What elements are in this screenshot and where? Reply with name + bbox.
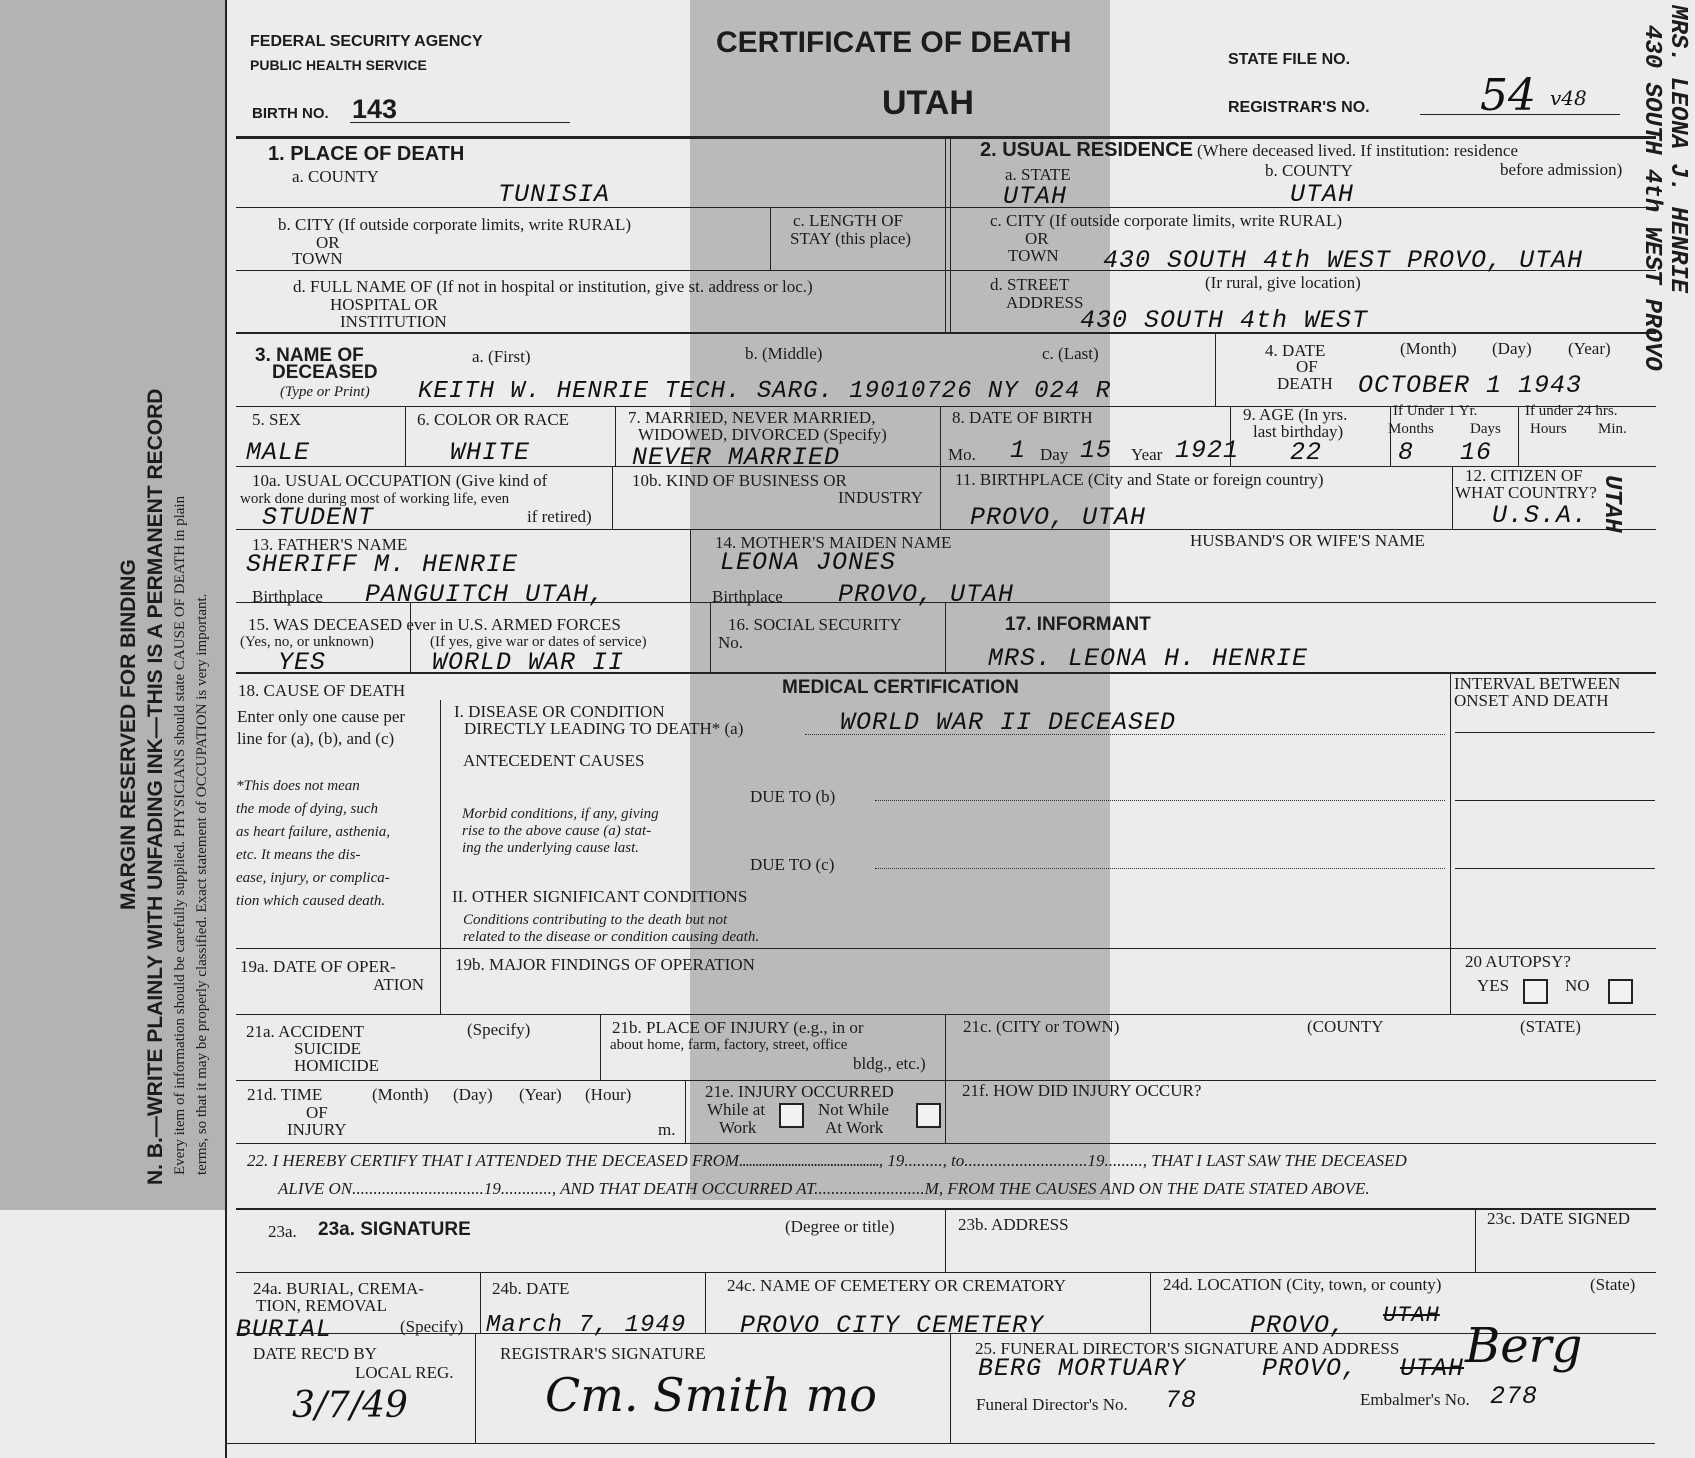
- sex-label: 5. SEX: [252, 410, 302, 429]
- autopsy-yes-label: YES: [1477, 976, 1510, 995]
- dob-day-label: Day: [1040, 445, 1069, 464]
- birthplace-label: 11. BIRTHPLACE (City and State or foreign country): [955, 470, 1324, 489]
- injury-a3: HOMICIDE: [294, 1056, 379, 1075]
- res-street: 430 SOUTH 4th WEST: [1080, 306, 1369, 335]
- spouse-label: HUSBAND'S OR WIFE'S NAME: [1190, 531, 1425, 550]
- cemetery: PROVO CITY CEMETERY: [740, 1311, 1045, 1340]
- ssn-label2: No.: [718, 633, 744, 652]
- divider: [770, 207, 771, 270]
- other-note1: Conditions contributing to the death but not: [463, 912, 728, 928]
- certify-1b: , 19: [878, 1151, 905, 1170]
- other-note2: related to the disease or condition causing death.: [463, 929, 760, 945]
- name-label2: DECEASED: [272, 362, 378, 383]
- stay-label2: STAY (this place): [790, 229, 912, 248]
- morbid-note: [462, 806, 659, 857]
- burial-label1: 24a. BURIAL, CREMA-: [253, 1279, 424, 1298]
- divider: [1475, 1208, 1476, 1272]
- certify-1a: 22. I HEREBY CERTIFY THAT I ATTENDED THE DECEASED FROM: [247, 1151, 740, 1170]
- dob-month: 1: [1010, 436, 1027, 465]
- divider: [950, 1333, 951, 1443]
- divider: [1150, 1272, 1151, 1333]
- dob-label: 8. DATE OF BIRTH: [952, 408, 1093, 427]
- cause-note-line: ease, injury, or complica-: [236, 870, 390, 886]
- dod-label2: OF: [1296, 357, 1318, 376]
- armed-label3: (If yes, give war or dates of service): [430, 634, 647, 650]
- registrar-mark: v48: [1550, 86, 1587, 110]
- cause-note: [236, 775, 441, 913]
- interval-b-line: [1455, 800, 1655, 801]
- min-label: Min.: [1598, 421, 1627, 437]
- dod-label1: 4. DATE: [1265, 341, 1326, 360]
- embalmer-no: 278: [1490, 1382, 1539, 1411]
- days-label: Days: [1470, 421, 1501, 437]
- name-label3: (Type or Print): [280, 384, 370, 400]
- certify-1c: , to: [942, 1151, 965, 1170]
- place-county: TUNISIA: [498, 180, 611, 209]
- certify-1d: 19: [1087, 1151, 1105, 1170]
- side-line2: 430 SOUTH 4th WEST PROVO: [1638, 25, 1665, 371]
- sex: MALE: [246, 438, 311, 467]
- marital-label2: WIDOWED, DIVORCED (Specify): [638, 425, 887, 444]
- cause-note-line: etc. It means the dis-: [236, 847, 361, 863]
- divider: [615, 406, 616, 466]
- injury-a1: 21a. ACCIDENT: [246, 1022, 365, 1041]
- rule: [236, 207, 1656, 208]
- divider: [600, 1014, 601, 1080]
- interval-label1: INTERVAL BETWEEN: [1454, 674, 1621, 693]
- rec-date: 3/7/49: [292, 1385, 408, 1426]
- armed-label2: (Yes, no, or unknown): [240, 634, 374, 650]
- divider: [1518, 406, 1519, 466]
- injury-county-label: (COUNTY: [1307, 1017, 1384, 1036]
- registrar-no: 54: [1480, 70, 1536, 121]
- burial-specify: (Specify): [400, 1317, 464, 1336]
- dob-year-label: Year: [1131, 445, 1163, 464]
- injury-city-label: 21c. (CITY or TOWN): [963, 1017, 1120, 1036]
- divider: [1450, 948, 1451, 1014]
- occ-label1: 10a. USUAL OCCUPATION (Give kind of: [252, 471, 548, 490]
- mother-bp-label: Birthplace: [712, 587, 783, 606]
- signature-degree: (Degree or title): [785, 1217, 895, 1236]
- armed-war: WORLD WAR II: [432, 648, 625, 677]
- injury-a2: SUICIDE: [294, 1039, 362, 1058]
- state-file-label: STATE FILE NO.: [1228, 51, 1351, 68]
- place-town: TOWN: [292, 249, 343, 268]
- occ-label2: work done during most of working life, even: [240, 491, 510, 507]
- street-note: (Ir rural, give location): [1205, 273, 1361, 292]
- injury-day: (Day): [453, 1085, 493, 1104]
- margin-shadow: [0, 0, 225, 1210]
- location-state-label: (State): [1590, 1275, 1636, 1294]
- hours-label: Hours: [1530, 421, 1567, 437]
- injury-e4: Not While: [818, 1100, 889, 1119]
- not-at-work-checkbox[interactable]: [916, 1103, 941, 1128]
- res-state-label: a. STATE: [1005, 165, 1071, 184]
- dob-year: 1921: [1175, 436, 1240, 465]
- op-findings-label: 19b. MAJOR FINDINGS OF OPERATION: [455, 955, 755, 974]
- divider: [945, 1080, 946, 1143]
- interval-label2: ONSET AND DEATH: [1454, 691, 1609, 710]
- certify-1e: , THAT I LAST SAW THE DECEASED: [1142, 1151, 1407, 1170]
- cause-note-line: as heart failure, asthenia,: [236, 824, 391, 840]
- marital-label1: 7. MARRIED, NEVER MARRIED,: [628, 408, 876, 427]
- age-months: 8: [1398, 438, 1415, 467]
- race: WHITE: [450, 438, 531, 467]
- cause-b-line: [875, 800, 1445, 801]
- autopsy-no-checkbox[interactable]: [1608, 979, 1633, 1004]
- dod-label3: DEATH: [1277, 374, 1333, 393]
- place-title: 1. PLACE OF DEATH: [268, 143, 465, 165]
- res-or: OR: [1025, 229, 1049, 248]
- cause-note-line: the mode of dying, such: [236, 801, 379, 817]
- registrar-sig-label: REGISTRAR'S SIGNATURE: [500, 1344, 706, 1363]
- sig-num: 23a.: [268, 1222, 297, 1241]
- frame-left: [225, 0, 227, 1458]
- certify-2a: ALIVE ON: [278, 1179, 353, 1198]
- divider: [705, 1272, 706, 1333]
- hosp-label2: HOSPITAL OR: [330, 295, 439, 314]
- rule: [236, 1143, 1656, 1144]
- certify-2b: 19: [483, 1179, 501, 1198]
- father-birthplace: PANGUITCH UTAH,: [365, 580, 606, 609]
- under1-label: If Under 1 Yr.: [1393, 403, 1478, 419]
- fd-no-label: Funeral Director's No.: [976, 1395, 1128, 1414]
- due-c-label: DUE TO (c): [750, 855, 835, 874]
- res-county: UTAH: [1290, 180, 1355, 209]
- injury-b3: bldg., etc.): [853, 1054, 926, 1073]
- divider: [945, 1014, 946, 1080]
- birthplace: PROVO, UTAH: [970, 503, 1147, 532]
- certify-2d: M, FROM THE CAUSES AND ON THE DATE STATED ABOVE.: [924, 1179, 1370, 1198]
- dod-year-label: (Year): [1568, 339, 1611, 358]
- morbid-line: ing the underlying cause last.: [462, 840, 640, 856]
- father: SHERIFF M. HENRIE: [246, 550, 519, 579]
- mother: LEONA JONES: [720, 548, 897, 577]
- rule: [236, 1014, 1656, 1015]
- under24-label: If under 24 hrs.: [1525, 403, 1618, 419]
- funeral-label: 25. FUNERAL DIRECTOR'S SIGNATURE AND ADDRESS: [975, 1339, 1400, 1358]
- res-city: 430 SOUTH 4th WEST PROVO, UTAH: [1103, 246, 1584, 275]
- rule: [236, 529, 1656, 530]
- signature-label: 23a. SIGNATURE: [318, 1219, 471, 1240]
- cemetery-label: 24c. NAME OF CEMETERY OR CREMATORY: [727, 1276, 1067, 1295]
- rule: [236, 1208, 1656, 1210]
- injury-year: (Year): [519, 1085, 562, 1104]
- armed-label1: 15. WAS DECEASED ever in U.S. ARMED FORCES: [248, 615, 621, 634]
- birth-no-line: [350, 122, 570, 123]
- margin-line3: Every item of information should be carefully supplied. PHYSICIANS should state CAUSE OF DEATH in plain: [172, 495, 188, 1175]
- age-label1: 9. AGE (In yrs.: [1243, 405, 1348, 424]
- location-label: 24d. LOCATION (City, town, or county): [1163, 1275, 1442, 1294]
- agency: FEDERAL SECURITY AGENCY: [250, 33, 483, 50]
- mother-label: 14. MOTHER'S MAIDEN NAME: [715, 533, 952, 552]
- interval-c-line: [1455, 868, 1655, 869]
- injury-b2: about home, farm, factory, street, office: [610, 1037, 848, 1053]
- side-line1: MRS. LEONA J. HENRIE: [1664, 5, 1691, 294]
- morbid-line: Morbid conditions, if any, giving: [462, 806, 659, 822]
- months-label: Months: [1388, 421, 1434, 437]
- place-or: OR: [316, 233, 340, 252]
- cause-enter2: line for (a), (b), and (c): [237, 729, 395, 748]
- divider: [940, 406, 941, 530]
- father-bp-label: Birthplace: [252, 587, 323, 606]
- dob-day: 15: [1080, 436, 1113, 465]
- embalmer-label: Embalmer's No.: [1360, 1390, 1470, 1409]
- marital: NEVER MARRIED: [632, 443, 841, 472]
- residence-title: 2. USUAL RESIDENCE: [980, 139, 1194, 161]
- injury-e1: 21e. INJURY OCCURRED: [705, 1082, 894, 1101]
- op-date-label2: ATION: [373, 975, 424, 994]
- street-label1: d. STREET: [990, 275, 1070, 294]
- divider: [1450, 672, 1451, 948]
- state-heading: UTAH: [882, 84, 974, 122]
- injury-b1: 21b. PLACE OF INJURY (e.g., in or: [612, 1018, 864, 1037]
- residence-note2: before admission): [1500, 160, 1623, 179]
- res-town: TOWN: [1008, 246, 1059, 265]
- interval-a-line: [1455, 732, 1655, 733]
- age-days: 16: [1460, 438, 1493, 467]
- race-label: 6. COLOR OR RACE: [417, 410, 570, 429]
- certify-2c: , AND THAT DEATH OCCURRED AT: [551, 1179, 815, 1198]
- medical-title: MEDICAL CERTIFICATION: [782, 677, 1019, 698]
- due-b-label: DUE TO (b): [750, 787, 836, 806]
- margin-line2: MARGIN RESERVED FOR BINDING: [117, 559, 140, 910]
- burial: BURIAL: [236, 1315, 333, 1344]
- cause-note-line: *This does not mean: [236, 778, 360, 794]
- divider: [480, 1272, 481, 1333]
- rec-label2: LOCAL REG.: [355, 1363, 454, 1382]
- other-conditions-label: II. OTHER SIGNIFICANT CONDITIONS: [452, 887, 748, 906]
- birth-no-label: BIRTH NO.: [252, 105, 329, 122]
- birth-no: 143: [352, 94, 398, 124]
- stay-label1: c. LENGTH OF: [793, 211, 904, 230]
- hosp-label1: d. FULL NAME OF (If not in hospital or institution, give st. address or loc.): [293, 277, 813, 296]
- rec-label1: DATE REC'D BY: [253, 1344, 377, 1363]
- place-county-label: a. COUNTY: [292, 167, 379, 186]
- divider: [405, 406, 406, 466]
- disease-label2: DIRECTLY LEADING TO DEATH* (a): [464, 719, 744, 738]
- autopsy-no-label: NO: [1565, 976, 1590, 995]
- divider: [945, 602, 946, 672]
- occ-label3: if retired): [527, 507, 592, 526]
- side-line3: UTAH: [1598, 475, 1625, 533]
- occupation: STUDENT: [262, 503, 375, 532]
- divider: [410, 602, 411, 672]
- margin-line4: terms, so that it may be properly classified. Exact statement of OCCUPATION is very important.: [194, 593, 210, 1175]
- while-at-work-checkbox[interactable]: [779, 1103, 804, 1128]
- age-years: 22: [1290, 438, 1323, 467]
- ssn-label1: 16. SOCIAL SECURITY: [728, 615, 902, 634]
- divider: [475, 1333, 476, 1443]
- injury-e5: At Work: [825, 1118, 884, 1137]
- injury-d3: INJURY: [287, 1120, 347, 1139]
- frame-bottom: [225, 1443, 1655, 1444]
- cause-label: 18. CAUSE OF DEATH: [238, 681, 406, 700]
- injury-m: m.: [658, 1120, 676, 1139]
- injury-f: 21f. HOW DID INJURY OCCUR?: [962, 1081, 1202, 1100]
- certify-line1: 22. I HEREBY CERTIFY THAT I ATTENDED THE DECEASED FROM..........................................., 19........., to.............................19........., THAT I LAST SAW THE DECEASED: [247, 1151, 1407, 1170]
- divider: [685, 1080, 686, 1143]
- injury-state-label: (STATE): [1520, 1017, 1581, 1036]
- divider: [945, 136, 946, 332]
- informant-label: 17. INFORMANT: [1005, 614, 1151, 635]
- burial-date-label: 24b. DATE: [492, 1279, 570, 1298]
- armed-forces: YES: [278, 648, 327, 677]
- citizen-label2: WHAT COUNTRY?: [1455, 483, 1597, 502]
- autopsy-yes-checkbox[interactable]: [1523, 979, 1548, 1004]
- biz-label2: INDUSTRY: [838, 488, 924, 507]
- name-label1: 3. NAME OF: [255, 345, 364, 366]
- fd-no: 78: [1165, 1386, 1198, 1415]
- name-middle-label: b. (Middle): [745, 344, 823, 363]
- divider: [612, 466, 613, 530]
- divider: [1215, 332, 1216, 406]
- age-label2: last birthday): [1253, 422, 1344, 441]
- dob-mo-label: Mo.: [948, 445, 976, 464]
- death-date: OCTOBER 1 1943: [1358, 371, 1583, 400]
- morbid-line: rise to the above cause (a) stat-: [462, 823, 652, 839]
- injury-d2: OF: [306, 1103, 328, 1122]
- funeral-city: PROVO,: [1262, 1354, 1359, 1383]
- service: PUBLIC HEALTH SERVICE: [250, 57, 427, 73]
- rule: [236, 1080, 1656, 1081]
- mother-birthplace: PROVO, UTAH: [838, 580, 1015, 609]
- res-county-label: b. COUNTY: [1265, 161, 1353, 180]
- cause-c-line: [875, 868, 1445, 869]
- biz-label1: 10b. KIND OF BUSINESS OR: [632, 471, 847, 490]
- residence-note1: (Where deceased lived. If institution: residence: [1197, 141, 1518, 160]
- dod-month-label: (Month): [1400, 339, 1457, 358]
- signature-address: 23b. ADDRESS: [958, 1215, 1069, 1234]
- place-city-label: b. CITY (If outside corporate limits, write RURAL): [278, 215, 631, 234]
- divider: [710, 602, 711, 672]
- funeral-home: BERG MORTUARY: [978, 1354, 1187, 1383]
- autopsy-label: 20 AUTOPSY?: [1465, 952, 1571, 971]
- hosp-label3: INSTITUTION: [340, 312, 447, 331]
- divider: [690, 529, 691, 603]
- funeral-director-signature: Berg: [1465, 1318, 1583, 1374]
- registrar-no-label: REGISTRAR'S NO.: [1228, 99, 1370, 116]
- citizen-label1: 12. CITIZEN OF: [1465, 466, 1583, 485]
- rule: [236, 948, 1656, 949]
- rule: [236, 1272, 1656, 1273]
- location-state: UTAH: [1383, 1303, 1440, 1328]
- cause-note-line: tion which caused death.: [236, 893, 386, 909]
- antecedent-label: ANTECEDENT CAUSES: [463, 751, 645, 770]
- disease-label1: I. DISEASE OR CONDITION: [454, 702, 665, 721]
- citizen: U.S.A.: [1492, 501, 1589, 530]
- injury-e2: While at: [707, 1100, 766, 1119]
- informant: MRS. LEONA H. HENRIE: [988, 644, 1309, 673]
- injury-specify: (Specify): [467, 1020, 531, 1039]
- signature-date: 23c. DATE SIGNED: [1487, 1209, 1631, 1228]
- divider: [945, 1208, 946, 1272]
- injury-d1: 21d. TIME: [247, 1085, 323, 1104]
- injury-month: (Month): [372, 1085, 429, 1104]
- divider: [1452, 466, 1453, 530]
- injury-hour: (Hour): [585, 1085, 632, 1104]
- certify-line2: ALIVE ON...............................19............, AND THAT DEATH OCCURRED AT..........................M, FROM THE CAUSES AND ON THE DATE STATED ABOVE.: [278, 1179, 1370, 1198]
- street-label2: ADDRESS: [1006, 293, 1084, 312]
- rule: [236, 466, 1656, 467]
- name-first-label: a. (First): [472, 347, 531, 366]
- res-state: UTAH: [1003, 182, 1068, 211]
- res-city-label: c. CITY (If outside corporate limits, write RURAL): [990, 211, 1343, 230]
- rule: [236, 332, 1656, 334]
- rule: [236, 136, 1656, 139]
- funeral-state: UTAH: [1400, 1354, 1465, 1383]
- burial-date: March 7, 1949: [486, 1312, 687, 1339]
- cause-enter1: Enter only one cause per: [237, 707, 406, 726]
- location: PROVO,: [1250, 1311, 1347, 1340]
- father-label: 13. FATHER'S NAME: [252, 535, 408, 554]
- dod-day-label: (Day): [1492, 339, 1532, 358]
- name-last-label: c. (Last): [1042, 344, 1099, 363]
- deceased-name: KEITH W. HENRIE TECH. SARG. 19010726 NY 024 R: [418, 378, 1112, 405]
- injury-e3: Work: [719, 1118, 757, 1137]
- op-date-label1: 19a. DATE OF OPER-: [240, 957, 396, 976]
- registrar-signature: Cm. Smith mo: [545, 1368, 877, 1422]
- divider: [950, 136, 951, 332]
- margin-line1: N. B.—WRITE PLAINLY WITH UNFADING INK—THIS IS A PERMANENT RECORD: [144, 388, 167, 1185]
- burial-label2: TION, REMOVAL: [256, 1296, 387, 1315]
- cause-a: WORLD WAR II DECEASED: [840, 708, 1177, 737]
- certificate-title: CERTIFICATE OF DEATH: [716, 26, 1072, 59]
